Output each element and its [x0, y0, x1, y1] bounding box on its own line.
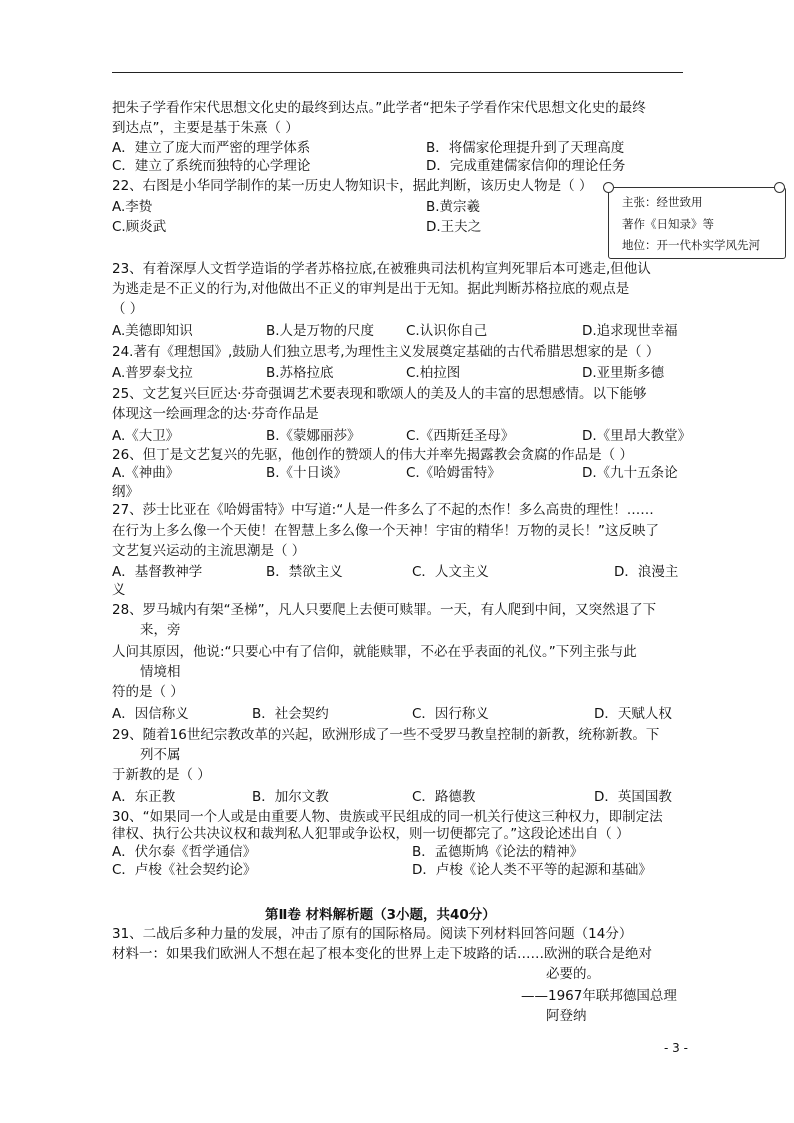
q26-option-a: A.《神曲》	[112, 465, 180, 481]
q25-line-2: 体现这一绘画理念的达·芬奇作品是	[112, 406, 319, 422]
q27-option-c: C．人文主义	[412, 564, 489, 580]
q29-line-1: 29、随着16世纪宗教改革的兴起，欧洲形成了一些不受罗马教皇控制的新教，统称新教。下	[112, 727, 660, 743]
q24-stem: 24.著有《理想国》,鼓励人们独立思考,为理性主义发展奠定基础的古代希腊思想家的是（ ）	[112, 344, 660, 360]
q30-option-b: B．孟德斯鸠《论法的精神》	[412, 844, 584, 860]
q24-option-a: A.普罗泰戈拉	[112, 365, 193, 381]
q27-option-b: B．禁欲主义	[266, 564, 343, 580]
q29-option-b: B．加尔文教	[252, 789, 329, 805]
q27-option-a: A．基督教神学	[112, 564, 203, 580]
page-number: - 3 -	[664, 1041, 688, 1055]
header-rule	[112, 72, 683, 73]
q30-option-d: D．卢梭《论人类不平等的起源和基础》	[412, 862, 652, 878]
q28-option-b: B．社会契约	[252, 706, 329, 722]
card-line-3: 地位：开一代朴实学风先河	[622, 238, 760, 252]
q23-option-b: B.人是万物的尺度	[266, 323, 375, 339]
q24-option-b: B.苏格拉底	[266, 365, 334, 381]
q22-option-b: B.黄宗羲	[426, 199, 481, 215]
q26-option-d-wrap: 纲》	[112, 484, 139, 500]
card-line-2: 著作《日知录》等	[622, 217, 714, 231]
q31-source-line-2: 阿登纳	[546, 1008, 587, 1024]
q25-option-a: A.《大卫》	[112, 428, 180, 444]
q22-option-c: C.顾炎武	[112, 219, 167, 235]
q28-line-2: 人问其原因，他说:“只要心中有了信仰，就能赎罪，不必在乎表面的礼仪。”下列主张与此	[112, 644, 637, 660]
q27-line-2: 在行为上多么像一个天使！在智慧上多么像一个天神！宇宙的精华！万物的灵长！”这反映了	[112, 523, 659, 539]
q28-option-c: C．因行称义	[412, 706, 489, 722]
q28-line-1-wrap: 来，旁	[140, 622, 181, 638]
section-title: 第Ⅱ卷 材料解析题（3小题，共40分）	[265, 907, 496, 923]
q25-option-c: C.《西斯廷圣母》	[406, 428, 515, 444]
q30-line-1: 30、“如果同一个人或是由重要人物、贵族或平民组成的同一机关行使这三种权力，即制定法	[112, 809, 663, 825]
q31-material-1: 材料一：如果我们欧洲人不想在起了根本变化的世界上走下坡路的话……欧洲的联合是绝对	[112, 946, 652, 962]
q27-option-d-wrap: 义	[112, 582, 126, 598]
option-c: C．建立了系统而独特的心学理论	[112, 158, 311, 174]
knowledge-card	[608, 187, 786, 259]
q29-option-c: C．路德教	[412, 789, 476, 805]
q22-stem: 22、右图是小华同学制作的某一历史人物知识卡，据此判断，该历史人物是（ ）	[112, 178, 593, 194]
q30-option-c: C．卢梭《社会契约论》	[112, 862, 257, 878]
q30-line-2: 律权、执行公共决议权和裁判私人犯罪或争讼权，则一切便都完了。”这段论述出自（ ）	[112, 826, 630, 842]
q28-line-3: 符的是（ ）	[112, 684, 184, 700]
card-handle-icon	[774, 182, 785, 193]
q26-option-d: D.《九十五条论	[582, 465, 678, 481]
q24-option-c: C.柏拉图	[406, 365, 461, 381]
card-handle-icon	[603, 182, 614, 193]
q28-line-2-wrap: 情境相	[140, 664, 181, 680]
q27-line-3: 文艺复兴运动的主流思潮是（ ）	[112, 543, 306, 559]
card-line-1: 主张：经世致用	[622, 195, 703, 209]
option-b: B．将儒家伦理提升到了天理高度	[426, 140, 625, 156]
q29-option-d: D．英国国教	[594, 789, 672, 805]
q31-stem: 31、二战后多种力量的发展，冲击了原有的国际格局。阅读下列材料回答问题（14分）	[112, 926, 633, 942]
q23-option-d: D.追求现世幸福	[582, 323, 678, 339]
q27-line-1: 27、莎士比亚在《哈姆雷特》中写道:“人是一件多么了不起的杰作！多么高贵的理性！……	[112, 502, 654, 518]
q29-line-1-wrap: 列不属	[140, 747, 181, 763]
q28-option-a: A．因信称义	[112, 706, 189, 722]
q22-option-d: D.王夫之	[426, 219, 482, 235]
q31-material-1-wrap: 必要的。	[546, 966, 600, 982]
q24-option-d: D.亚里斯多德	[582, 365, 665, 381]
q28-option-d: D．天赋人权	[594, 706, 672, 722]
q29-option-a: A．东正教	[112, 789, 176, 805]
q29-line-2: 于新教的是（ ）	[112, 767, 211, 783]
q30-option-a: A．伏尔泰《哲学通信》	[112, 844, 257, 860]
option-a: A．建立了庞大而严密的理学体系	[112, 140, 311, 156]
q26-option-c: C.《哈姆雷特》	[406, 465, 501, 481]
q23-line-3: （ ）	[112, 301, 144, 317]
q31-source-line-1: ——1967年联邦德国总理	[521, 988, 677, 1004]
q23-option-c: C.认识你自己	[406, 323, 488, 339]
intro-line-1: 把朱子学看作宋代思想文化史的最终到达点。”此学者“把朱子学看作宋代思想文化史的最终	[112, 100, 646, 116]
q25-line-1: 25、文艺复兴巨匠达·芬奇强调艺术要表现和歌颂人的美及人的丰富的思想感情。以下能够	[112, 386, 647, 402]
q26-option-b: B.《十日谈》	[266, 465, 348, 481]
q25-option-b: B.《蒙娜丽莎》	[266, 428, 361, 444]
intro-line-2: 到达点”，主要是基于朱熹（ ）	[112, 120, 299, 136]
q27-option-d: D．浪漫主	[614, 564, 679, 580]
q22-option-a: A.李贽	[112, 199, 153, 215]
q23-line-1: 23、有着深厚人文哲学造诣的学者苏格拉底,在被雅典司法机构宣判死罪后本可逃走,但他认	[112, 261, 651, 277]
q23-option-a: A.美德即知识	[112, 323, 193, 339]
option-d: D．完成重建儒家信仰的理论任务	[426, 158, 626, 174]
q26-stem: 26、但丁是文艺复兴的先驱，他创作的赞颂人的伟大并率先揭露教会贪腐的作品是（ ）	[112, 447, 633, 463]
q25-option-d: D.《里昂大教堂》	[582, 428, 692, 444]
q23-line-2: 为逃走是不正义的行为,对他做出不正义的审判是出于无知。据此判断苏格拉底的观点是	[112, 281, 630, 297]
q28-line-1: 28、罗马城内有架“圣梯”，凡人只要爬上去便可赎罪。一天，有人爬到中间，又突然退了下	[112, 602, 657, 618]
